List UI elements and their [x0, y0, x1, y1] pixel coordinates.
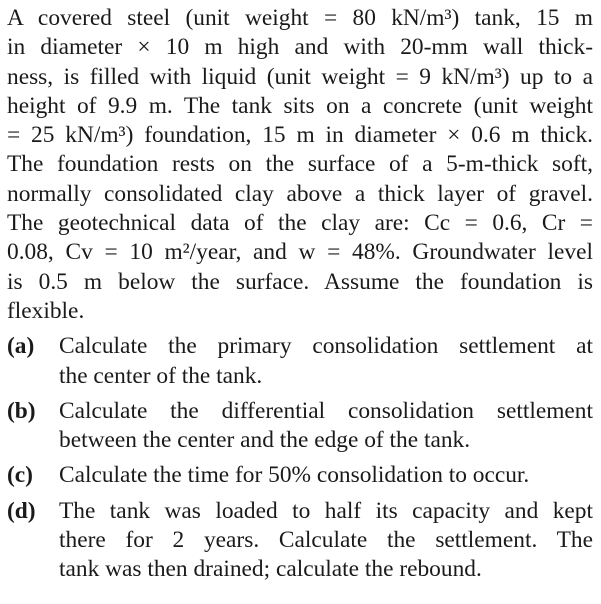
problem-line: The foundation rests on the surface of a 5-m-thick soft,	[7, 151, 593, 178]
question-parts	[7, 332, 593, 584]
problem-line: flexible.	[7, 297, 85, 324]
part-line: between the center and the edge of the tank.	[59, 427, 471, 454]
part-label: (c)	[7, 462, 33, 489]
part-label: (d)	[7, 497, 36, 524]
part-line: the center of the tank.	[59, 362, 263, 389]
part-text	[59, 497, 593, 585]
textbook-problem	[7, 4, 593, 591]
problem-statement	[7, 4, 593, 326]
problem-line: normally consolidated clay above a thick layer of gravel.	[7, 180, 593, 207]
part-line: The tank was loaded to half its capacity and kept	[59, 497, 593, 524]
part-b	[7, 397, 593, 456]
part-d	[7, 497, 593, 585]
part-label: (b)	[7, 397, 36, 424]
part-line: there for 2 years. Calculate the settlement. The	[59, 527, 593, 554]
problem-line: height of 9.9 m. The tank sits on a concrete (unit weight	[7, 92, 593, 119]
problem-line: ness, is filled with liquid (unit weight = 9 kN/m³) up to a	[7, 63, 593, 90]
part-line: Calculate the primary consolidation settlement at	[59, 333, 593, 360]
problem-line: in diameter × 10 m high and with 20-mm wall thick-	[7, 34, 593, 61]
part-text	[59, 461, 593, 490]
part-a	[7, 332, 593, 391]
part-line: tank was then drained; calculate the rebound.	[59, 556, 482, 583]
problem-line: 0.08, Cv = 10 m²/year, and w = 48%. Groundwater level	[7, 239, 593, 266]
part-label: (a)	[7, 333, 35, 360]
problem-line: = 25 kN/m³) foundation, 15 m in diameter × 0.6 m thick.	[7, 122, 593, 149]
problem-line: A covered steel (unit weight = 80 kN/m³) tank, 15 m	[7, 5, 593, 31]
part-line: Calculate the differential consolidation settlement	[59, 397, 593, 424]
part-line: Calculate the time for 50% consolidation to occur.	[59, 462, 530, 489]
part-text	[59, 397, 593, 456]
part-text	[59, 332, 593, 391]
problem-line: The geotechnical data of the clay are: Cc = 0.6, Cr =	[7, 210, 593, 237]
part-c	[7, 461, 593, 490]
problem-line: is 0.5 m below the surface. Assume the foundation is	[7, 268, 593, 295]
